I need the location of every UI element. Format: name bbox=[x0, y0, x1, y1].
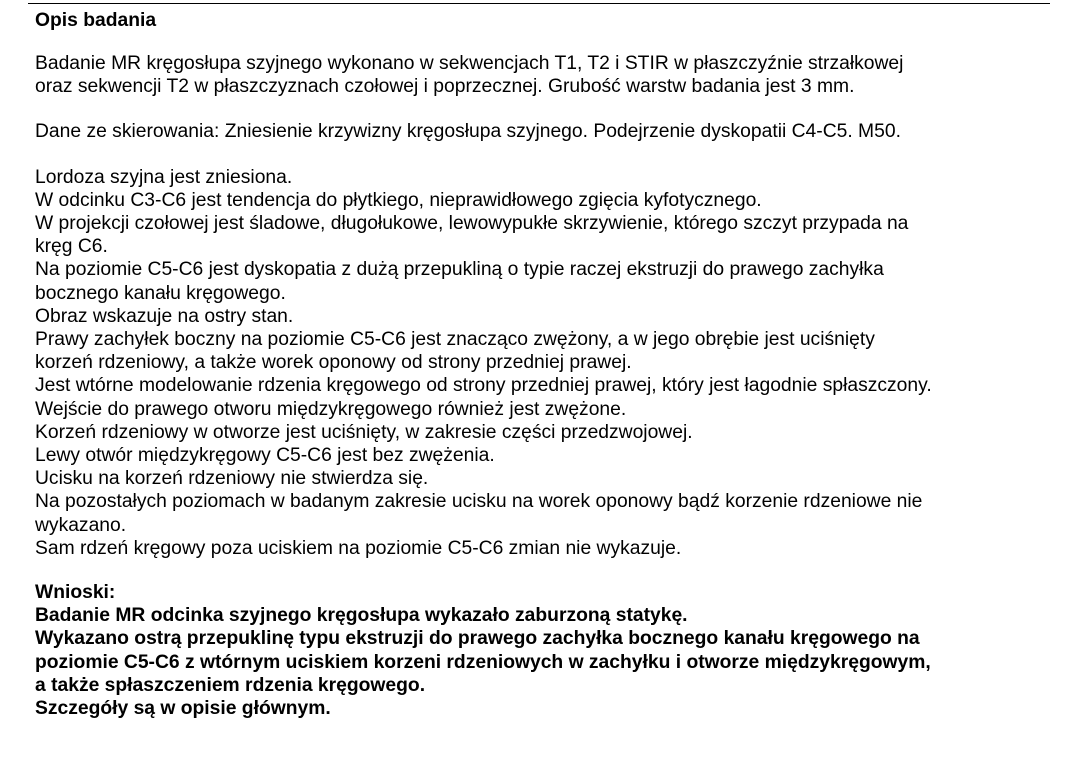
findings-line: Na pozostałych poziomach w badanym zakresie ucisku na worek oponowy bądź korzenie rdzeniowe nie bbox=[35, 491, 923, 513]
findings-line: Wejście do prawego otworu międzykręgowego również jest zwężone. bbox=[35, 398, 627, 420]
findings-line: Sam rdzeń kręgowy poza uciskiem na poziomie C5-C6 zmian nie wykazuje. bbox=[35, 537, 682, 559]
description-line: oraz sekwencji T2 w płaszczyznach czołowej i poprzecznej. Grubość warstw badania jest 3 mm. bbox=[35, 76, 855, 98]
conclusions-line: a także spłaszczeniem rdzenia kręgowego. bbox=[35, 674, 426, 696]
conclusions-line: Szczegóły są w opisie głównym. bbox=[35, 698, 331, 720]
findings-line: Jest wtórne modelowanie rdzenia kręgowego od strony przedniej prawej, który jest łagodnie spłaszczony. bbox=[35, 375, 932, 397]
description-line: Badanie MR kręgosłupa szyjnego wykonano w sekwencjach T1, T2 i STIR w płaszczyźnie strzałkowej bbox=[35, 53, 904, 74]
findings-line: W odcinku C3-C6 jest tendencja do płytkiego, nieprawidłowego zgięcia kyfotycznego. bbox=[35, 189, 762, 211]
conclusions-line: poziomie C5-C6 z wtórnym uciskiem korzeni rdzeniowych w zachyłku i otworze międzykręgowym, bbox=[35, 651, 931, 673]
referral-line: Dane ze skierowania: Zniesienie krzywizny kręgosłupa szyjnego. Podejrzenie dyskopatii C4-C5. M50. bbox=[35, 121, 901, 143]
findings-line: bocznego kanału kręgowego. bbox=[35, 282, 286, 304]
findings-line: kręg C6. bbox=[35, 236, 108, 258]
conclusions-paragraph bbox=[35, 581, 1075, 720]
findings-line: Korzeń rdzeniowy w otworze jest uciśnięty, w zakresie części przedzwojowej. bbox=[35, 421, 693, 443]
findings-line: Lordoza szyjna jest zniesiona. bbox=[35, 166, 293, 188]
report-content bbox=[35, 9, 1075, 720]
findings-paragraph bbox=[35, 166, 1075, 560]
section-title: Opis badania bbox=[35, 10, 157, 31]
conclusions-title: Wnioski: bbox=[35, 582, 116, 604]
findings-line: W projekcji czołowej jest śladowe, długołukowe, lewowypukłe skrzywienie, którego szczyt przypada na bbox=[35, 213, 909, 235]
description-paragraph bbox=[35, 52, 1075, 98]
findings-line: Lewy otwór międzykręgowy C5-C6 jest bez zwężenia. bbox=[35, 445, 495, 467]
referral-paragraph bbox=[35, 120, 1075, 143]
findings-line: Ucisku na korzeń rdzeniowy nie stwierdza się. bbox=[35, 468, 429, 490]
findings-line: Na poziomie C5-C6 jest dyskopatia z dużą przepukliną o typie raczej ekstruzji do prawego zachyłka bbox=[35, 259, 884, 281]
conclusions-line: Badanie MR odcinka szyjnego kręgosłupa wykazało zaburzoną statykę. bbox=[35, 605, 688, 627]
findings-line: wykazano. bbox=[35, 514, 127, 536]
conclusions-line: Wykazano ostrą przepuklinę typu ekstruzji do prawego zachyłka bocznego kanału kręgowego na bbox=[35, 628, 920, 650]
findings-line: Prawy zachyłek boczny na poziomie C5-C6 jest znacząco zwężony, a w jego obrębie jest uciśnięty bbox=[35, 329, 875, 351]
top-rule-divider bbox=[28, 3, 1050, 4]
findings-line: Obraz wskazuje na ostry stan. bbox=[35, 305, 294, 327]
findings-line: korzeń rdzeniowy, a także worek oponowy od strony przedniej prawej. bbox=[35, 352, 632, 374]
